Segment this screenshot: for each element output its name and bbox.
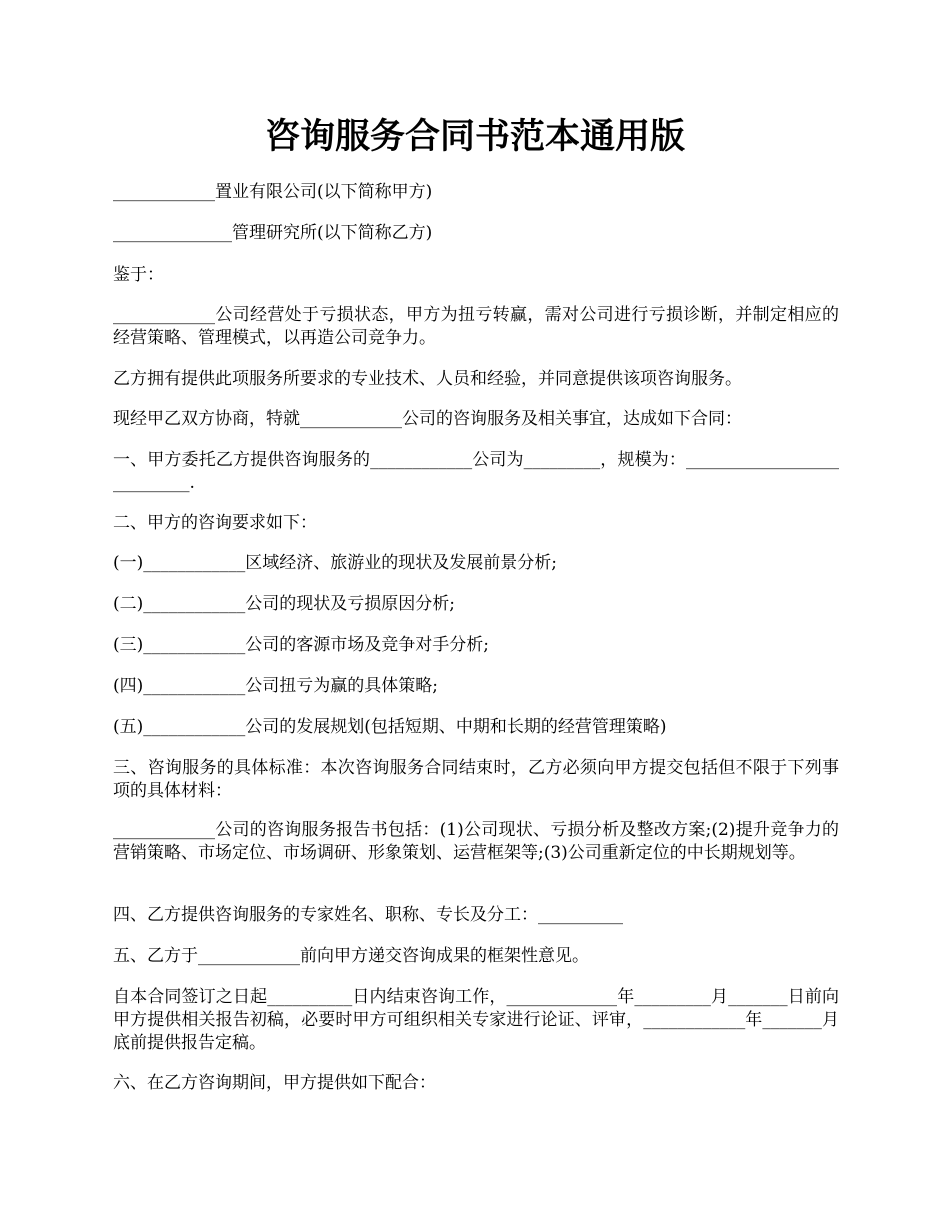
- clause-3: 三、咨询服务的具体标准：本次咨询服务合同结束时，乙方必须向甲方提交包括但不限于下列事项的具体材料：: [113, 758, 839, 801]
- schedule-clause: 自本合同签订之日起__________日内结束咨询工作，_____________年_________月_______日前向甲方提供相关报告初稿，必要时甲方可组织相关专家进行论证、评审，____________年_______月底前提供报告定稿。: [113, 987, 839, 1053]
- agreement-intro: 现经甲乙双方协商，特就____________公司的咨询服务及相关事宜，达成如下合同：: [113, 409, 742, 429]
- clause-6-heading: 六、在乙方咨询期间，甲方提供如下配合：: [113, 1073, 436, 1093]
- clause-4: 四、乙方提供咨询服务的专家姓名、职称、专长及分工：__________: [113, 905, 623, 925]
- requirement-item-4: (四)____________公司扭亏为赢的具体策略;: [113, 676, 438, 696]
- report-contents: ____________公司的咨询服务报告书包括：(1)公司现状、亏损分析及整改方案;(2)提升竞争力的营销策略、市场定位、市场调研、形象策划、运营框架等;(3)公司重新定位的中长期规划等。: [113, 820, 839, 863]
- clause-5: 五、乙方于____________前向甲方递交咨询成果的框架性意见。: [113, 946, 589, 966]
- requirement-item-5: (五)____________公司的发展规划(包括短期、中期和长期的经营管理策略): [113, 717, 667, 737]
- document-title: 咨询服务合同书范本通用版: [264, 116, 685, 157]
- requirement-item-1: (一)____________区域经济、旅游业的现状及发展前景分析;: [113, 553, 557, 573]
- party-a-line: ____________置业有限公司(以下简称甲方): [113, 182, 433, 202]
- whereas-clause-2: 乙方拥有提供此项服务所要求的专业技术、人员和经验，并同意提供该项咨询服务。: [113, 369, 742, 389]
- clause-1: 一、甲方委托乙方提供咨询服务的____________公司为_________，规模为：___________________________.: [113, 450, 839, 493]
- clause-2-heading: 二、甲方的咨询要求如下：: [113, 513, 317, 533]
- whereas-clause-1: ____________公司经营处于亏损状态，甲方为扭亏转赢，需对公司进行亏损诊断，并制定相应的经营策略、管理模式，以再造公司竞争力。: [113, 305, 839, 348]
- party-b-line: ______________管理研究所(以下简称乙方): [113, 223, 433, 243]
- whereas-heading: 鉴于：: [113, 265, 164, 285]
- requirement-item-3: (三)____________公司的客源市场及竞争对手分析;: [113, 635, 489, 655]
- requirement-item-2: (二)____________公司的现状及亏损原因分析;: [113, 594, 455, 614]
